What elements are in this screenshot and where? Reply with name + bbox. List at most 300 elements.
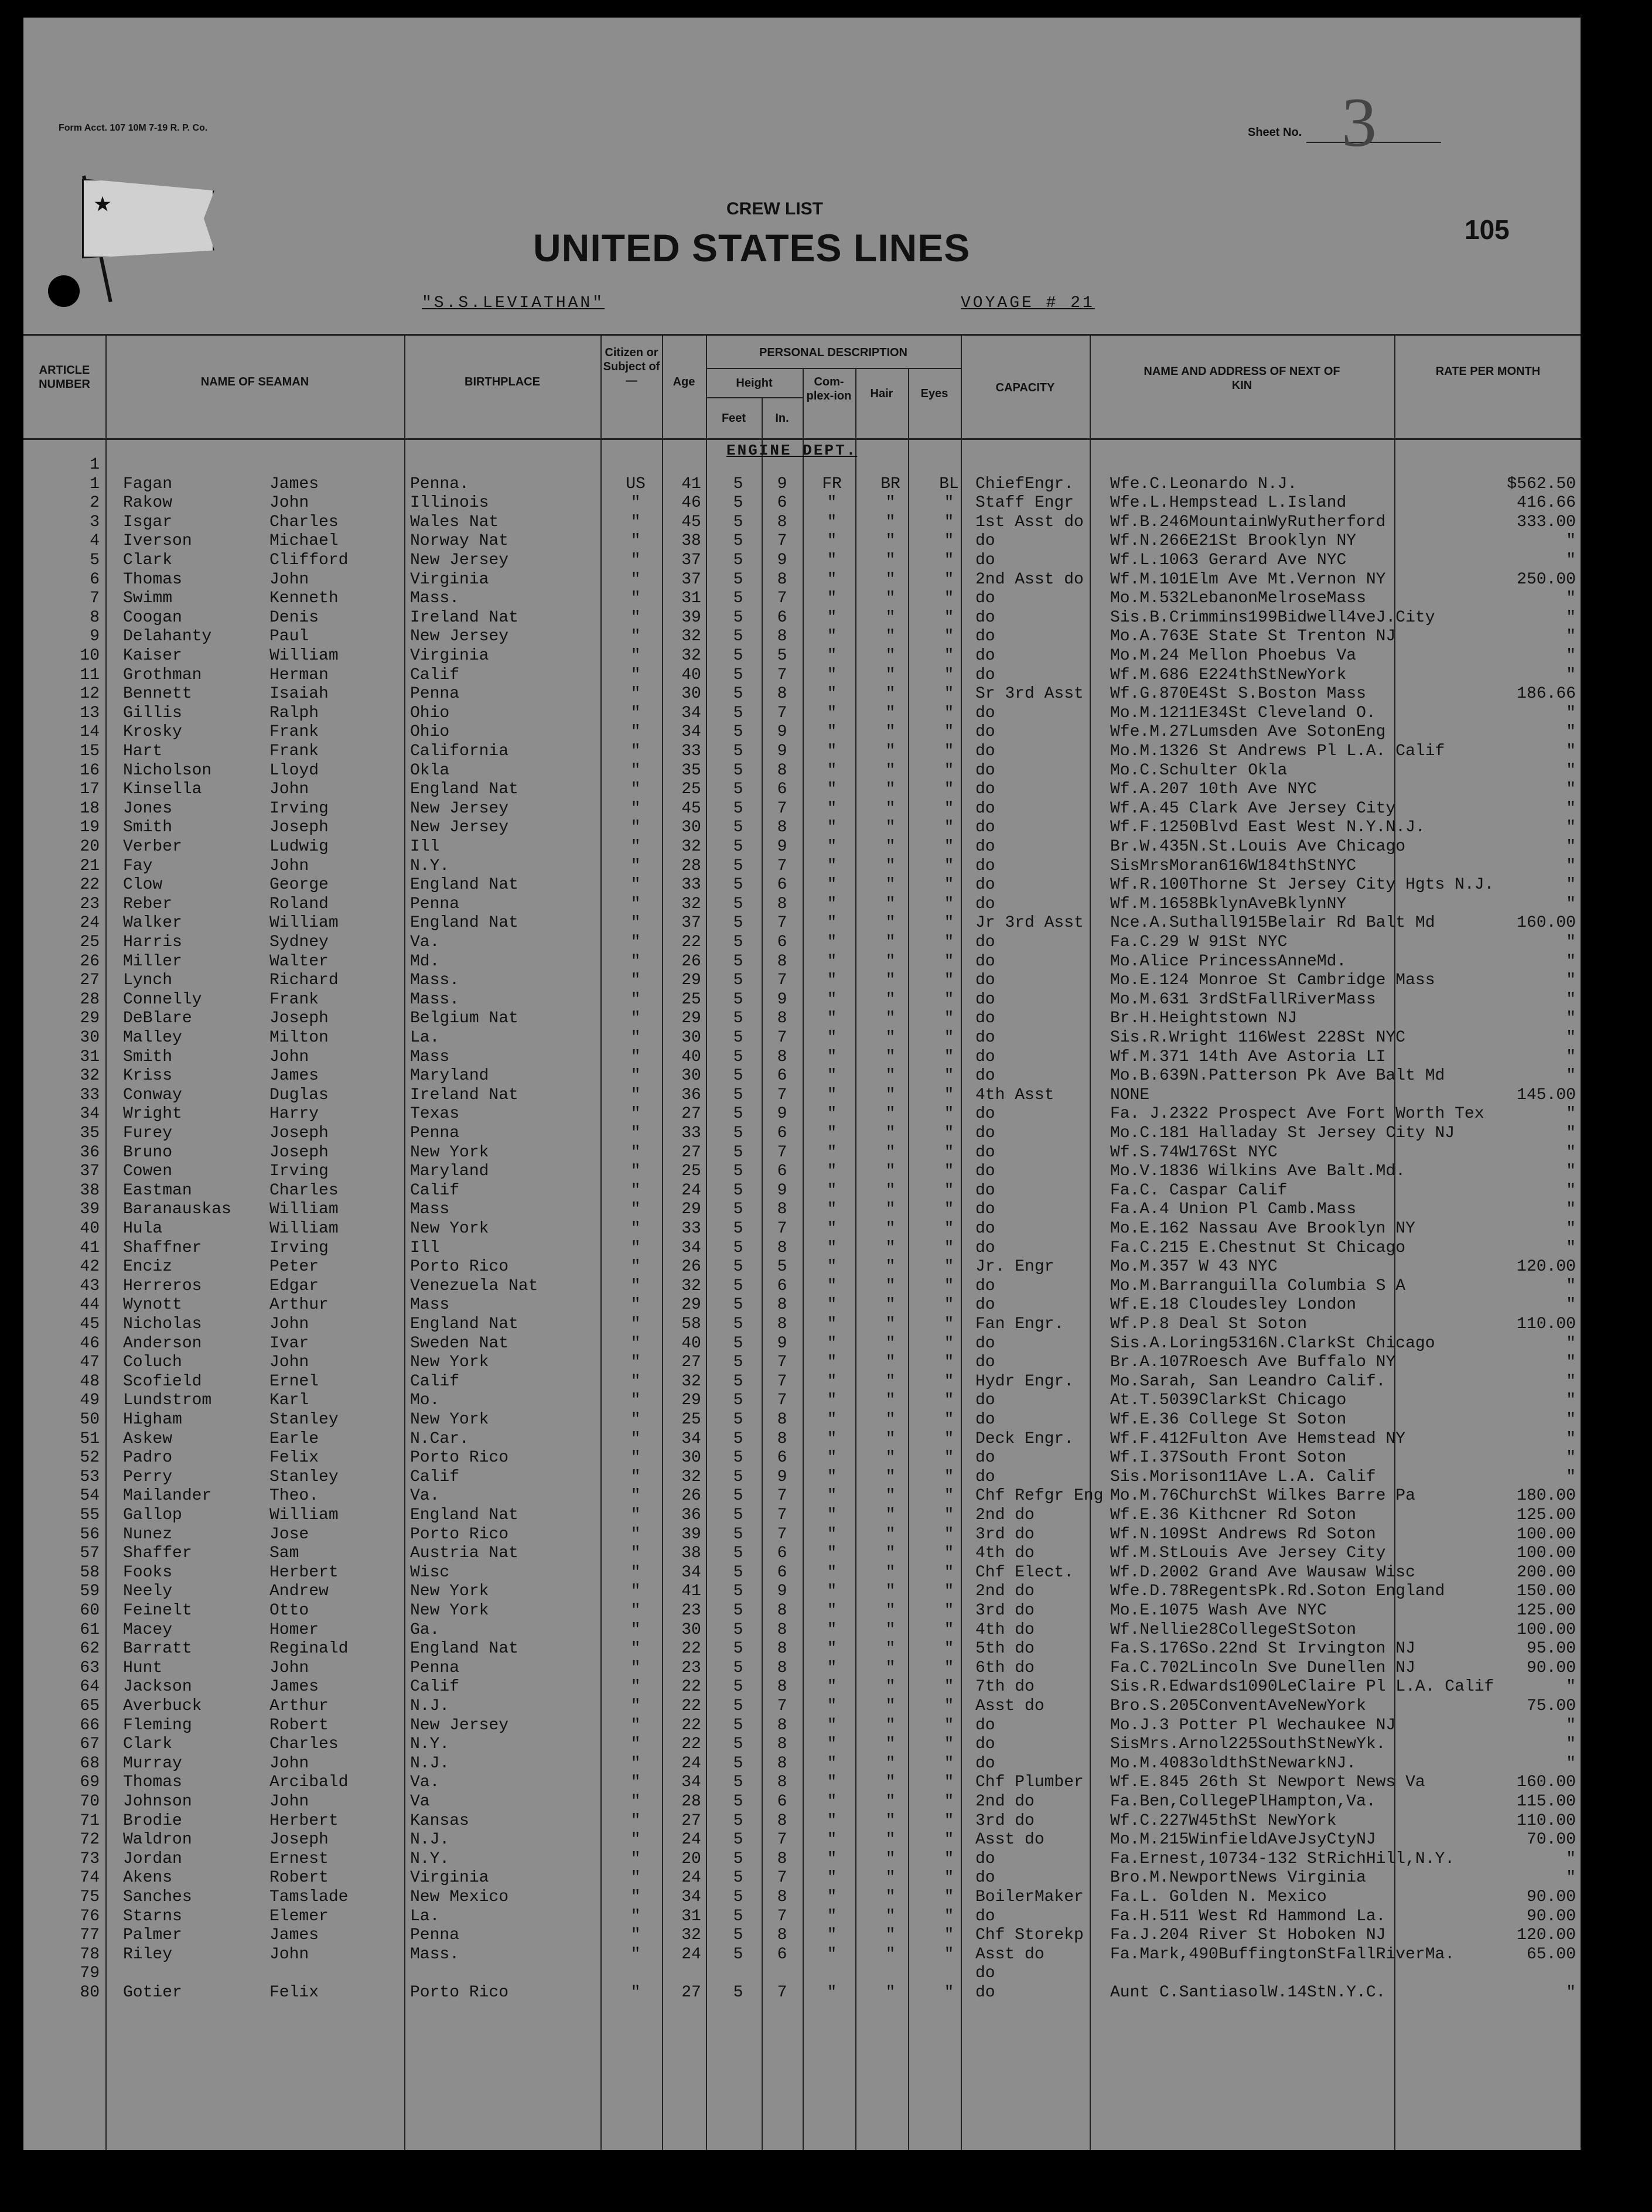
age: 29 [681,1200,701,1219]
height-feet: 5 [733,1200,743,1219]
height-feet: 5 [733,1773,743,1792]
eyes: " [944,1563,954,1582]
eyes: " [944,1067,954,1085]
table-row [23,1888,1581,1907]
hair: " [885,665,896,684]
complexion: " [827,1793,837,1811]
citizenship: " [630,876,641,895]
seaman-surname: Bruno [123,1143,173,1162]
next-of-kin: Wf.E.845 26th St Newport News Va [1110,1773,1425,1792]
monthly-rate: 145.00 [1517,1085,1576,1104]
complexion: " [827,1296,837,1315]
birthplace: Calif [410,665,460,684]
table-row [23,1296,1581,1315]
seaman-given-name: Lloyd [269,761,319,780]
seaman-surname: Gillis [123,704,182,722]
citizenship: " [630,838,641,856]
height-inches: 8 [777,627,787,646]
table-row [23,1640,1581,1659]
next-of-kin: Wf.S.74W176St NYC [1110,1143,1278,1162]
article-number: 20 [80,838,100,856]
monthly-rate: " [1566,1372,1576,1391]
complexion: " [827,1411,837,1429]
height-inches: 8 [777,1735,787,1754]
punch-hole [48,275,80,307]
height-inches: 7 [777,1831,787,1849]
table-row [23,1200,1581,1220]
table-row [23,933,1581,953]
capacity: do [975,952,995,971]
birthplace: England Nat [410,780,518,799]
seaman-surname: Murray [123,1754,182,1773]
birthplace: Ohio [410,704,450,722]
article-number: 67 [80,1735,100,1754]
seaman-given-name: Charles [269,513,339,531]
eyes: " [944,627,954,646]
seaman-given-name: John [269,1315,309,1333]
hair: " [885,1811,896,1830]
monthly-rate: 250.00 [1517,570,1576,589]
capacity: Deck Engr. [975,1429,1074,1448]
monthly-rate: 100.00 [1517,1525,1576,1544]
eyes: " [944,704,954,722]
height-inches: 8 [777,1926,787,1945]
hair: " [885,1029,896,1047]
height-inches: 7 [777,914,787,933]
age: 30 [681,818,701,837]
eyes: " [944,1220,954,1238]
height-feet: 5 [733,838,743,856]
height-inches: 8 [777,1411,787,1429]
seaman-surname: Connelly [123,990,202,1009]
article-number: 49 [80,1391,100,1410]
complexion: " [827,971,837,990]
birthplace: Austria Nat [410,1544,518,1563]
article-number: 42 [80,1258,100,1276]
seaman-given-name: Stanley [269,1467,339,1486]
monthly-rate: 75.00 [1526,1697,1576,1715]
article-number: 66 [80,1716,100,1735]
article-number: 48 [80,1372,100,1391]
seaman-surname: Furey [123,1124,173,1142]
age: 40 [681,665,701,684]
next-of-kin: Wf.F.1250Blvd East West N.Y.N.J. [1110,818,1425,837]
hair: " [885,1735,896,1754]
age: 22 [681,1640,701,1658]
next-of-kin: Wf.F.412Fulton Ave Hemstead NY [1110,1429,1406,1448]
hair: " [885,1315,896,1333]
height-feet: 5 [733,1029,743,1047]
seaman-given-name: Ralph [269,704,319,722]
age: 30 [681,1449,701,1467]
citizenship: " [630,1315,641,1333]
capacity: Chf Elect. [975,1563,1074,1582]
monthly-rate: " [1566,589,1576,608]
age: 27 [681,1811,701,1830]
table-row [23,571,1581,590]
age: 29 [681,1296,701,1315]
eyes: " [944,1793,954,1811]
age: 30 [681,1067,701,1085]
birthplace: New Jersey [410,1716,509,1735]
height-inches: 7 [777,1697,787,1715]
citizenship: " [630,1296,641,1315]
height-inches: 8 [777,1620,787,1639]
age: 37 [681,551,701,569]
next-of-kin: Wf.M.101Elm Ave Mt.Vernon NY [1110,570,1386,589]
table-row [23,1525,1581,1545]
capacity: 4th do [975,1544,1035,1563]
capacity: Asst do [975,1697,1045,1715]
complexion: " [827,1391,837,1410]
citizenship: " [630,1029,641,1047]
eyes: " [944,1258,954,1276]
age: 31 [681,1907,701,1926]
capacity: Sr 3rd Asst [975,685,1084,704]
capacity: do [975,627,995,646]
seaman-given-name: Joseph [269,818,329,837]
complexion: " [827,1181,837,1200]
citizenship: " [630,856,641,875]
age: 28 [681,856,701,875]
citizenship: " [630,1811,641,1830]
next-of-kin: Sis.B.Crimmins199Bidwell4veJ.City [1110,608,1435,627]
height-feet: 5 [733,1429,743,1448]
monthly-rate: " [1566,1009,1576,1028]
table-row [23,1334,1581,1354]
seaman-given-name: John [269,1658,309,1677]
next-of-kin: Wf.N.266E21St Brooklyn NY [1110,532,1357,551]
seaman-given-name: Edgar [269,1276,319,1295]
citizenship: " [630,1258,641,1276]
birthplace: Penna [410,895,460,913]
next-of-kin: Wf.Nellie28CollegeStSoton [1110,1620,1357,1639]
header-next-of-kin: NAME AND ADDRESS OF NEXT OF KIN [1144,365,1340,392]
birthplace: Va. [410,933,440,951]
height-inches: 5 [777,647,787,665]
age: 40 [681,1047,701,1066]
hair: " [885,1544,896,1563]
birthplace: Porto Rico [410,1258,509,1276]
height-inches: 7 [777,856,787,875]
article-number: 57 [80,1544,100,1563]
eyes: " [944,1907,954,1926]
monthly-rate: " [1566,627,1576,646]
hair: " [885,589,896,608]
article-number: 25 [80,933,100,951]
eyes: " [944,1238,954,1257]
citizenship: " [630,1085,641,1104]
capacity: do [975,1047,995,1066]
seaman-given-name: John [269,570,309,589]
article-number: 27 [80,971,100,990]
capacity: do [975,1296,995,1315]
eyes: " [944,1334,954,1353]
capacity: 3rd do [975,1525,1035,1544]
citizenship: " [630,1716,641,1735]
complexion: " [827,1047,837,1066]
article-number: 31 [80,1047,100,1066]
citizenship: " [630,494,641,513]
article-number: 9 [90,627,100,646]
height-inches: 6 [777,1162,787,1181]
height-feet: 5 [733,1793,743,1811]
complexion: " [827,723,837,742]
seaman-surname: Waldron [123,1831,192,1849]
birthplace: Calif [410,1467,460,1486]
citizenship: " [630,1735,641,1754]
seaman-given-name: Ernel [269,1372,319,1391]
citizenship: " [630,1200,641,1219]
height-inches: 6 [777,1793,787,1811]
article-number: 22 [80,876,100,895]
capacity: do [975,1334,995,1353]
table-row [23,666,1581,685]
eyes: " [944,589,954,608]
citizenship: " [630,1487,641,1506]
monthly-rate: " [1566,780,1576,799]
eyes: " [944,1181,954,1200]
next-of-kin: Fa.C. Caspar Calif [1110,1181,1288,1200]
article-number: 58 [80,1563,100,1582]
monthly-rate: " [1566,532,1576,551]
next-of-kin: Mo.M.1211E34St Cleveland O. [1110,704,1376,722]
height-inches: 9 [777,1582,787,1601]
complexion: " [827,1582,837,1601]
table-row [23,1926,1581,1945]
height-feet: 5 [733,818,743,837]
hair: " [885,856,896,875]
hair: " [885,990,896,1009]
capacity: do [975,1124,995,1142]
birthplace: Mass. [410,971,460,990]
table-row [23,1086,1581,1105]
birthplace: Porto Rico [410,1984,509,2002]
hair: " [885,627,896,646]
monthly-rate: " [1566,647,1576,665]
monthly-rate: " [1566,551,1576,569]
table-row [23,1220,1581,1239]
age: 34 [681,1238,701,1257]
article-number: 8 [90,608,100,627]
eyes: " [944,895,954,913]
seaman-given-name: Felix [269,1984,319,2002]
article-number: 40 [80,1220,100,1238]
eyes: " [944,723,954,742]
eyes: " [944,1429,954,1448]
seaman-surname: Hunt [123,1658,163,1677]
height-feet: 5 [733,780,743,799]
height-feet: 5 [733,665,743,684]
table-row [23,1067,1581,1086]
height-inches: 7 [777,1391,787,1410]
age: 27 [681,1105,701,1124]
birthplace: Ill [410,838,440,856]
birthplace: Ireland Nat [410,1085,518,1104]
height-feet: 5 [733,1353,743,1372]
eyes: " [944,513,954,531]
birthplace: N.J. [410,1697,450,1715]
next-of-kin: Wf.B.246MountainWyRutherford [1110,513,1386,531]
birthplace: Penna [410,1658,460,1677]
next-of-kin: Wf.L.1063 Gerard Ave NYC [1110,551,1347,569]
seaman-surname: Clark [123,551,173,569]
birthplace: Texas [410,1105,460,1124]
height-feet: 5 [733,1372,743,1391]
seaman-given-name: Jose [269,1525,309,1544]
capacity: 1st Asst do [975,513,1084,531]
next-of-kin: SisMrs.Arnol225SouthStNewYk. [1110,1735,1386,1754]
next-of-kin: Fa. J.2322 Prospect Ave Fort Worth Tex [1110,1105,1484,1124]
height-inches: 8 [777,952,787,971]
monthly-rate: 125.00 [1517,1602,1576,1620]
height-feet: 5 [733,1143,743,1162]
complexion: " [827,876,837,895]
age: 36 [681,1085,701,1104]
header-feet: Feet [721,412,746,425]
seaman-given-name: Homer [269,1620,319,1639]
hair: " [885,608,896,627]
age: 29 [681,1391,701,1410]
capacity: do [975,1143,995,1162]
hair: " [885,532,896,551]
article-number: 71 [80,1811,100,1830]
complexion: " [827,952,837,971]
table-row [23,742,1581,762]
birthplace: New York [410,1143,489,1162]
next-of-kin: Sis.R.Wright 116West 228St NYC [1110,1029,1406,1047]
birthplace: N.Y. [410,1735,450,1754]
seaman-given-name: Arthur [269,1697,329,1715]
age: 22 [681,1697,701,1715]
monthly-rate: " [1566,1984,1576,2002]
table-row [23,1812,1581,1831]
height-inches: 8 [777,1754,787,1773]
height-feet: 5 [733,1735,743,1754]
capacity: do [975,1067,995,1085]
eyes: " [944,952,954,971]
height-feet: 5 [733,1544,743,1563]
article-number: 75 [80,1888,100,1906]
seaman-given-name: Irving [269,1238,329,1257]
seaman-surname: Rakow [123,494,173,513]
citizenship: " [630,1334,641,1353]
birthplace: California [410,742,509,760]
monthly-rate: " [1566,1391,1576,1410]
crew-list-heading: CREW LIST [726,199,823,219]
birthplace: Penna [410,1926,460,1945]
article-number: 69 [80,1773,100,1792]
seaman-surname: Thomas [123,1773,182,1792]
age: 24 [681,1831,701,1849]
complexion: " [827,1506,837,1524]
hair: " [885,1220,896,1238]
age: 41 [681,1582,701,1601]
height-feet: 5 [733,1754,743,1773]
complexion: " [827,1315,837,1333]
seaman-given-name: Michael [269,532,339,551]
height-feet: 5 [733,1831,743,1849]
height-feet: 5 [733,856,743,875]
table-row [23,895,1581,914]
page-number: 105 [1465,214,1510,245]
complexion: " [827,914,837,933]
article-number: 29 [80,1009,100,1028]
height-inches: 7 [777,1143,787,1162]
height-feet: 5 [733,1602,743,1620]
seaman-surname: Hart [123,742,163,760]
age: 38 [681,1544,701,1563]
complexion: " [827,818,837,837]
age: 39 [681,1525,701,1544]
seaman-given-name: Theo. [269,1487,319,1506]
height-feet: 5 [733,1945,743,1964]
next-of-kin: Fa.Ernest,10734-132 StRichHill,N.Y. [1110,1849,1455,1868]
article-number: 46 [80,1334,100,1353]
citizenship: " [630,1754,641,1773]
height-feet: 5 [733,589,743,608]
height-inches: 7 [777,1907,787,1926]
article-number: 47 [80,1353,100,1372]
citizenship: " [630,1697,641,1715]
monthly-rate: 90.00 [1526,1907,1576,1926]
age: 24 [681,1869,701,1887]
eyes: " [944,780,954,799]
citizenship: " [630,1449,641,1467]
complexion: " [827,685,837,704]
seaman-surname: Krosky [123,723,182,742]
hair: " [885,1411,896,1429]
eyes: " [944,1353,954,1372]
capacity: Chf Storekp [975,1926,1084,1945]
height-inches: 7 [777,1525,787,1544]
table-row [23,513,1581,532]
hair: " [885,1582,896,1601]
age: 25 [681,780,701,799]
table-row [23,1678,1581,1697]
seaman-surname: Hula [123,1220,163,1238]
height-inches: 8 [777,570,787,589]
seaman-surname: Lundstrom [123,1391,212,1410]
height-feet: 5 [733,1296,743,1315]
seaman-surname: Jackson [123,1678,192,1696]
age: 33 [681,1124,701,1142]
header-subline [706,368,961,369]
citizenship: " [630,1888,641,1906]
height-inches: 8 [777,1200,787,1219]
hair: " [885,723,896,742]
seaman-given-name: John [269,494,309,513]
table-row [23,723,1581,742]
complexion: " [827,1716,837,1735]
article-number: 21 [80,856,100,875]
age: 32 [681,1926,701,1945]
eyes: " [944,685,954,704]
monthly-rate: " [1566,1105,1576,1124]
height-feet: 5 [733,1391,743,1410]
hair: " [885,838,896,856]
hair: " [885,1563,896,1582]
age: 26 [681,1487,701,1506]
eyes: " [944,1162,954,1181]
height-inches: 5 [777,1258,787,1276]
birthplace: Maryland [410,1067,489,1085]
table-row [23,1315,1581,1334]
height-feet: 5 [733,475,743,493]
birthplace: Mass [410,1200,450,1219]
article-number: 24 [80,914,100,933]
birthplace: N.Y. [410,856,450,875]
